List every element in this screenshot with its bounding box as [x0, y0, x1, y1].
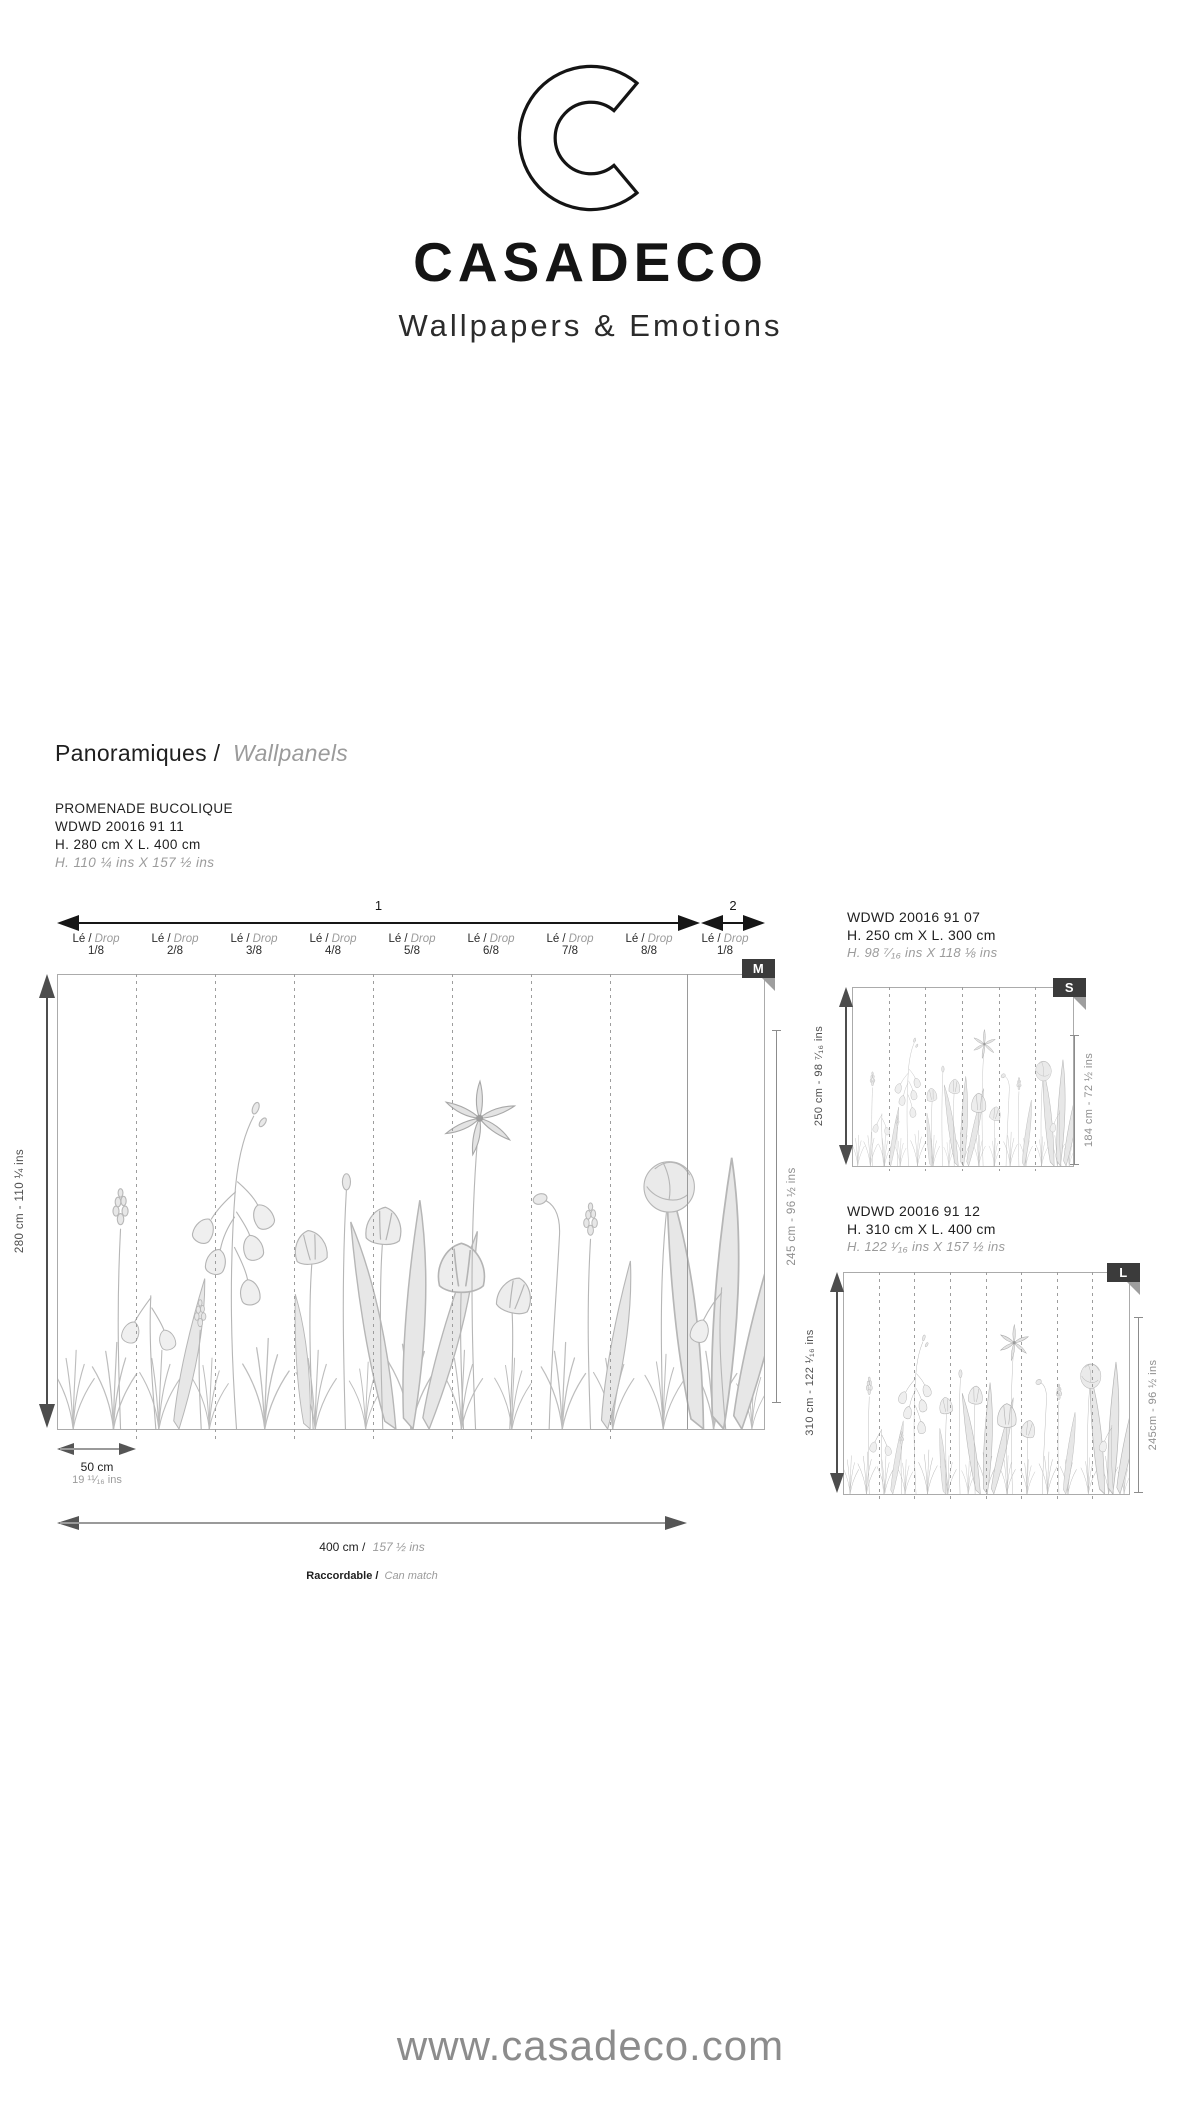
variant-l-size-ins: H. 122 ¹⁄₁₆ ins X 157 ½ ins — [847, 1239, 1006, 1254]
variant-s-info — [847, 909, 997, 962]
panel1-number: 1 — [374, 898, 383, 913]
drop-divider — [531, 974, 532, 1440]
drop-label-3: Lé / Drop 3/8 — [230, 933, 278, 957]
drop-label-6: Lé / Drop 6/8 — [467, 933, 515, 957]
main-wallpanel-preview — [57, 974, 765, 1430]
drop-width-arrow — [57, 1443, 136, 1455]
brand-tagline: Wallpapers & Emotions — [398, 308, 783, 343]
heading-fr: Panoramiques / — [55, 740, 221, 766]
casadeco-c-logo-icon — [506, 52, 676, 224]
variant-l-print-height-label: 245cm - 96 ½ ins — [1147, 1359, 1159, 1451]
drop-divider — [889, 987, 890, 1171]
size-badge-s: S — [1053, 978, 1086, 997]
main-height-arrow — [39, 974, 55, 1428]
drop-width-label: 50 cm 19 ¹¹⁄₁₆ ins — [72, 1460, 122, 1486]
drop-divider — [999, 987, 1000, 1171]
brand-block — [0, 52, 1181, 344]
total-width-arrow — [57, 1516, 687, 1530]
variant-s-reference: WDWD 20016 91 07 — [847, 909, 981, 925]
drop-divider — [294, 974, 295, 1440]
drop-divider — [1021, 1272, 1022, 1500]
drop-label-5: Lé / Drop 5/8 — [388, 933, 436, 957]
variant-s-print-height-line — [1070, 1035, 1079, 1165]
drop-divider — [950, 1272, 951, 1500]
drop-divider — [1035, 987, 1036, 1171]
website-url: www.casadeco.com — [396, 2022, 785, 2069]
brand-name: CASADECO — [413, 231, 768, 293]
meadow-illustration — [58, 975, 764, 1429]
main-print-height-line — [772, 1030, 781, 1403]
panel2-width-arrow — [701, 915, 765, 931]
total-width-label: 400 cm / 157 ½ ins — [319, 1540, 425, 1554]
main-height-label: 280 cm - 110 ¼ ins — [14, 1148, 26, 1254]
variant-s-print-height-label: 184 cm - 72 ½ ins — [1083, 1052, 1095, 1148]
drop-divider — [879, 1272, 880, 1500]
size-badge-l: L — [1107, 1263, 1140, 1282]
variant-l-size-cm: H. 310 cm X L. 400 cm — [847, 1220, 996, 1237]
variant-l-print-height-line — [1134, 1317, 1143, 1493]
drop-label-8: Lé / Drop 8/8 — [625, 933, 673, 957]
variant-l-reference: WDWD 20016 91 12 — [847, 1203, 981, 1219]
variant-l-height-label: 310 cm - 122 ¹⁄₁₆ ins — [804, 1329, 816, 1436]
section-heading — [55, 740, 348, 767]
match-note: Raccordable / Can match — [306, 1570, 438, 1582]
variant-s-preview — [852, 987, 1074, 1167]
drop-divider — [452, 974, 453, 1440]
drop-divider — [986, 1272, 987, 1500]
drop-divider — [962, 987, 963, 1171]
panel2-number: 2 — [729, 898, 737, 913]
drop-divider — [373, 974, 374, 1440]
drop-divider — [914, 1272, 915, 1500]
panel1-width-arrow — [57, 915, 700, 931]
drop-divider — [1057, 1272, 1058, 1500]
drop-label-1: Lé / Drop 1/8 — [72, 933, 120, 957]
variant-l-height-arrow — [829, 1272, 845, 1493]
product-size-cm: H. 280 cm X L. 400 cm — [55, 837, 201, 852]
variant-l-info — [847, 1203, 1005, 1256]
drop-divider — [610, 974, 611, 1440]
product-info — [55, 800, 233, 872]
drop-label-2: Lé / Drop 2/8 — [151, 933, 199, 957]
variant-s-size-cm: H. 250 cm X L. 300 cm — [847, 926, 996, 943]
drop-label-4: Lé / Drop 4/8 — [309, 933, 357, 957]
heading-en: Wallpanels — [233, 740, 349, 766]
main-print-height-label: 245 cm - 96 ½ ins — [786, 1167, 798, 1266]
product-size-ins: H. 110 ¼ ins X 157 ½ ins — [55, 855, 215, 870]
panel-divider — [687, 974, 688, 1429]
variant-s-height-label: 250 cm - 98 ⁷⁄₁₆ ins — [813, 1025, 825, 1127]
drop-label-7: Lé / Drop 7/8 — [546, 933, 594, 957]
size-badge-m: M — [742, 959, 775, 978]
drop-divider — [925, 987, 926, 1171]
drop-divider — [1092, 1272, 1093, 1500]
meadow-illustration — [853, 988, 1073, 1166]
product-name: PROMENADE BUCOLIQUE — [55, 801, 233, 816]
variant-s-height-arrow — [838, 987, 854, 1165]
variant-s-size-ins: H. 98 ⁷⁄₁₆ ins X 118 ⅛ ins — [847, 945, 998, 960]
drop-divider — [215, 974, 216, 1440]
drop-divider — [136, 974, 137, 1440]
drop-label-9: Lé / Drop 1/8 — [701, 933, 749, 957]
product-reference: WDWD 20016 91 11 — [55, 819, 185, 834]
